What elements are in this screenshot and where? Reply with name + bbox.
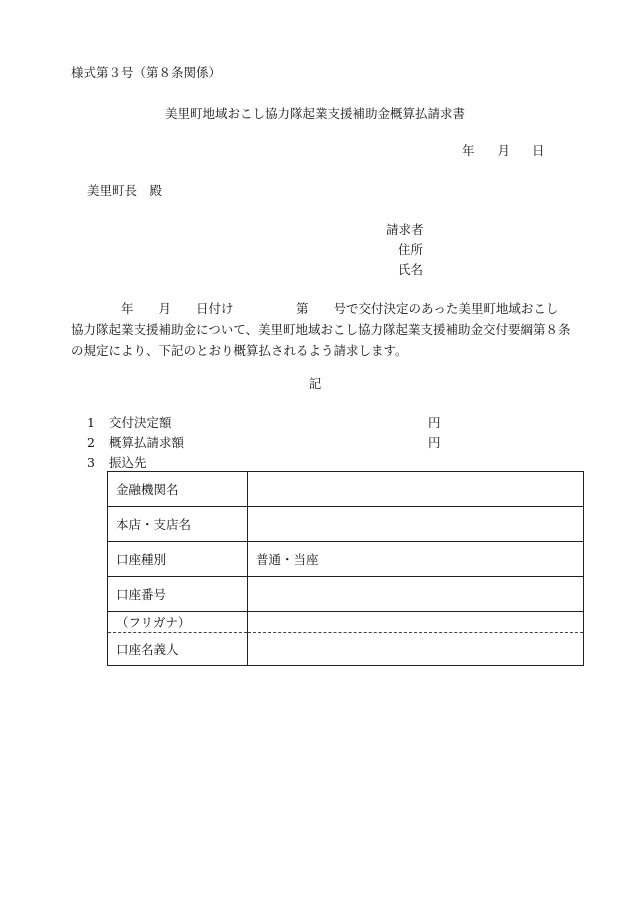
body-line: の規定により、下記のとおり概算払されるよう請求します。 xyxy=(71,343,408,358)
item-number: 3 xyxy=(87,455,95,470)
address-label: 住所 xyxy=(398,242,424,257)
request-body xyxy=(71,298,571,361)
table-row xyxy=(108,542,584,577)
date-year: 年 xyxy=(462,143,475,158)
table-row xyxy=(108,577,584,612)
body-line: 年 月 日付け 第 号で交付決定のあった美里町地域おこし xyxy=(71,301,559,316)
furigana-field[interactable] xyxy=(248,612,584,633)
item-label: 振込先 xyxy=(109,455,147,470)
item-transfer-destination xyxy=(87,456,147,470)
table-row xyxy=(108,633,584,666)
item-number: 2 xyxy=(87,435,95,450)
requester-label: 請求者 xyxy=(386,222,424,237)
branch-name-field[interactable] xyxy=(248,507,584,542)
item-request-amount xyxy=(87,435,441,450)
item-label: 概算払請求額 xyxy=(109,435,185,450)
date-month: 月 xyxy=(497,143,511,158)
account-number-field[interactable] xyxy=(248,577,584,612)
table-row xyxy=(108,472,584,507)
form-number: 様式第３号（第８条関係） xyxy=(71,65,222,80)
item-grant-amount xyxy=(87,415,441,430)
item-number: 1 xyxy=(87,415,95,430)
account-type-field[interactable]: 普通・当座 xyxy=(248,542,584,577)
account-holder-field[interactable] xyxy=(248,633,584,666)
account-number-label: 口座番号 xyxy=(108,577,248,612)
date-line xyxy=(462,144,545,158)
table-row xyxy=(108,612,584,633)
branch-name-label: 本店・支店名 xyxy=(108,507,248,542)
document-title: 美里町地域おこし協力隊起業支援補助金概算払請求書 xyxy=(164,106,465,121)
date-day: 日 xyxy=(532,143,545,158)
name-label: 氏名 xyxy=(398,262,424,277)
yen-unit: 円 xyxy=(428,415,441,430)
body-line: 協力隊起業支援補助金について、美里町地域おこし協力隊起業支援補助金交付要綱第８条 xyxy=(71,322,571,337)
account-type-label: 口座種別 xyxy=(108,542,248,577)
table-row xyxy=(108,507,584,542)
addressee: 美里町長 殿 xyxy=(87,183,163,198)
account-holder-label: 口座名義人 xyxy=(108,633,248,666)
bank-name-label: 金融機関名 xyxy=(108,472,248,507)
record-heading: 記 xyxy=(308,376,322,391)
bank-account-table xyxy=(107,471,584,666)
furigana-label: （フリガナ） xyxy=(108,612,248,633)
yen-unit: 円 xyxy=(428,435,441,450)
item-label: 交付決定額 xyxy=(109,415,172,430)
bank-name-field[interactable] xyxy=(248,472,584,507)
